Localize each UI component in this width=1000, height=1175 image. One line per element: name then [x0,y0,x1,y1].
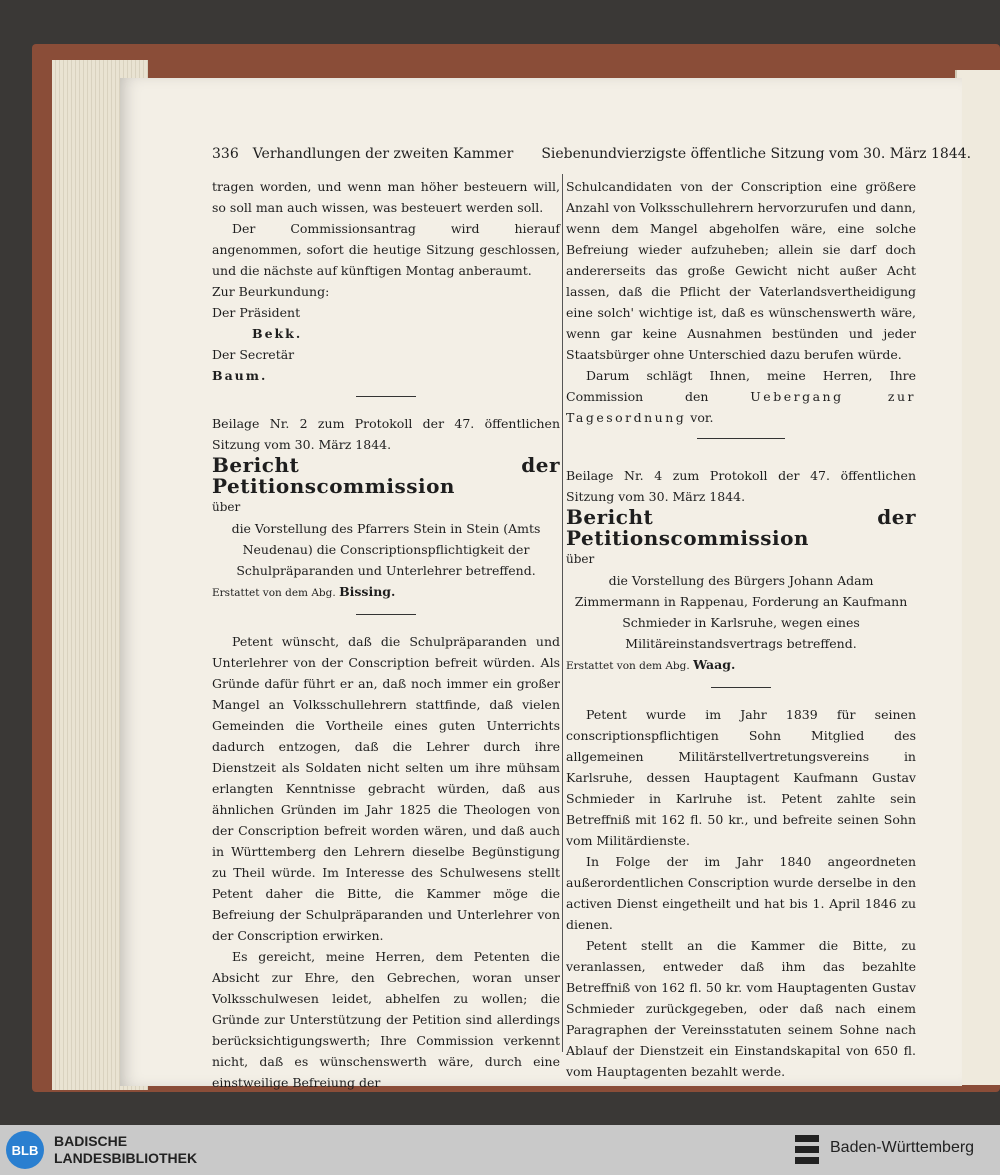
report-author [566,654,916,677]
beilage-heading: Beilage Nr. 4 zum Protokoll der 47. öffentlichen Sitzung vom 30. März 1844. [566,468,916,504]
paragraph: In Folge der im Jahr 1840 angeordneten außerordentlichen Conscription wurde derselbe in den activen Dienst eingetheilt und hat bis 1. April 1846 zu dienen. [566,854,916,932]
paragraph: Petent stellt an die Kammer die Bitte, zu veranlassen, entweder daß ihm das bezahlte Betreffniß von 162 fl. 50 kr. vom Hauptagenten Gustav Schmieder zurückgegeben, oder daß nach einem Paragraphen der Vereinsstatuten seinem Sohne nach Ablauf der Dienstzeit ein Einstandskapital von 650 fl. vom Hauptagenten bezahlt werde. [566,938,916,1079]
signature-name: Baum. [212,368,268,383]
report-subject: die Vorstellung des Pfarrers Stein in Stein (Amts Neudenau) die Conscriptionspflichtigkeit der Schulpräparanden und Unterlehrer betreffend. [231,521,541,578]
bw-lions-icon [792,1133,822,1167]
section-rule [711,687,771,688]
paragraph: Der Commissionsantrag wird hierauf angenommen, sofort die heutige Sitzung geschlossen, und die nächste auf künftigen Montag anberaumt. [212,221,560,278]
author-name: Bissing. [339,584,396,599]
page-number: 336 [212,146,239,162]
report-title: Bericht der Petitionscommission [212,453,560,498]
ueber-label: über [212,500,241,514]
report-subject: die Vorstellung des Bürgers Johann Adam Zimmermann in Rappenau, Forderung an Kaufmann Schmieder in Karlsruhe, wegen eines Militäreinstandsvertrags betreffend. [574,573,908,651]
footer-bar [0,1125,1000,1175]
header-right: Siebenundvierzigste öffentliche Sitzung vom 30. März 1844. [541,146,972,162]
beilage-heading: Beilage Nr. 2 zum Protokoll der 47. öffentlichen Sitzung vom 30. März 1844. [212,416,560,452]
bw-name: Baden-Württemberg [830,1139,975,1156]
paragraph: tragen worden, und wenn man höher besteuern will, so soll man auch wissen, was besteuert werden soll. [212,179,560,215]
running-header [212,146,972,162]
paragraph: Es gereicht, meine Herren, dem Petenten die Absicht zur Ehre, den Gebrechen, woran unser Volksschulwesen leidet, abhelfen zu wollen; die Gründe zur Unterstützung der Petition sind allerdings berücksichtigungswerth; Ihre Commission verkennt nicht, daß es wünschenswerth wäre, durch eine einstweilige Befreiung der [212,949,560,1090]
erstattet-label: Erstattet von dem Abg. [566,660,690,672]
report-author [212,581,560,604]
author-name: Waag. [693,657,736,672]
report-title: Bericht der Petitionscommission [566,505,916,550]
section-rule [356,614,416,615]
blb-logo-icon: BLB [6,1131,44,1169]
signature-name: Bekk. [252,326,303,341]
paragraph: Petent wünscht, daß die Schulpräparanden und Unterlehrer von der Conscription befreit würden. Als Gründe dafür führt er an, daß noch immer ein großer Mangel an Volksschullehrern stattfinde, daß vielen Gemeinden die Vortheile eines guten Unterrichts dadurch entzogen, daß die Lehrer durch ihre Dienstzeit als Soldaten nicht selten um ihre mühsam erlangten Kenntnisse gebracht würden, daß aus ähnlichen Gründen im Jahr 1825 die Theologen von der Conscription befreit worden wären, und daß auch in Württemberg den Lehrern dieselbe Begünstigung zu Theil würde. Im Interesse des Schulwesens stellt Petent daher die Bitte, die Kammer möge die Befreiung der Schulpräparanden und Unterlehrer von der Conscription erwirken. [212,634,560,943]
section-rule [356,396,416,397]
erstattet-label: Erstattet von dem Abg. [212,587,336,599]
blb-name: BADISCHE LANDESBIBLIOTHEK [54,1133,198,1166]
column-divider [562,174,563,1052]
paragraph: Darum schlägt Ihnen, meine Herren, Ihre Commission den Uebergang zur Tagesordnung vor. [566,368,916,425]
signature-title: Der Präsident [212,305,301,320]
ueber-label: über [566,552,595,566]
right-column [566,176,916,1082]
signature-label: Zur Beurkundung: [212,284,330,299]
left-column [212,176,560,1093]
header-left: Verhandlungen der zweiten Kammer [252,146,514,162]
signature-title: Der Secretär [212,347,295,362]
paragraph: Petent wurde im Jahr 1839 für seinen conscriptionspflichtigen Sohn Mitglied des allgemeinen Militärstellvertretungsvereins in Karlsruhe, dessen Hauptagent Kaufmann Gustav Schmieder in Karlruhe ist. Petent zahlte sein Betreffniß mit 162 fl. 50 kr., und befreite seinen Sohn vom Militärdienste. [566,707,916,848]
section-rule [697,438,785,439]
emphasis: Uebergang zur Tagesordnung [566,389,916,425]
paragraph: Schulcandidaten von der Conscription eine größere Anzahl von Volksschullehrern hervorzurufen und dann, wenn dem Mangel abgeholfen wäre, eine solche Befreiung wieder aufzuheben; allein sie darf doch andererseits das große Gewicht nicht außer Acht lassen, daß die Pflicht der Vaterlandsvertheidigung eine solch' wichtige ist, daß es wünschenswerth wäre, wenn gar keine Ausnahmen bestünden und jeder Staatsbürger ohne Unterschied dazu berufen würde. [566,179,916,362]
